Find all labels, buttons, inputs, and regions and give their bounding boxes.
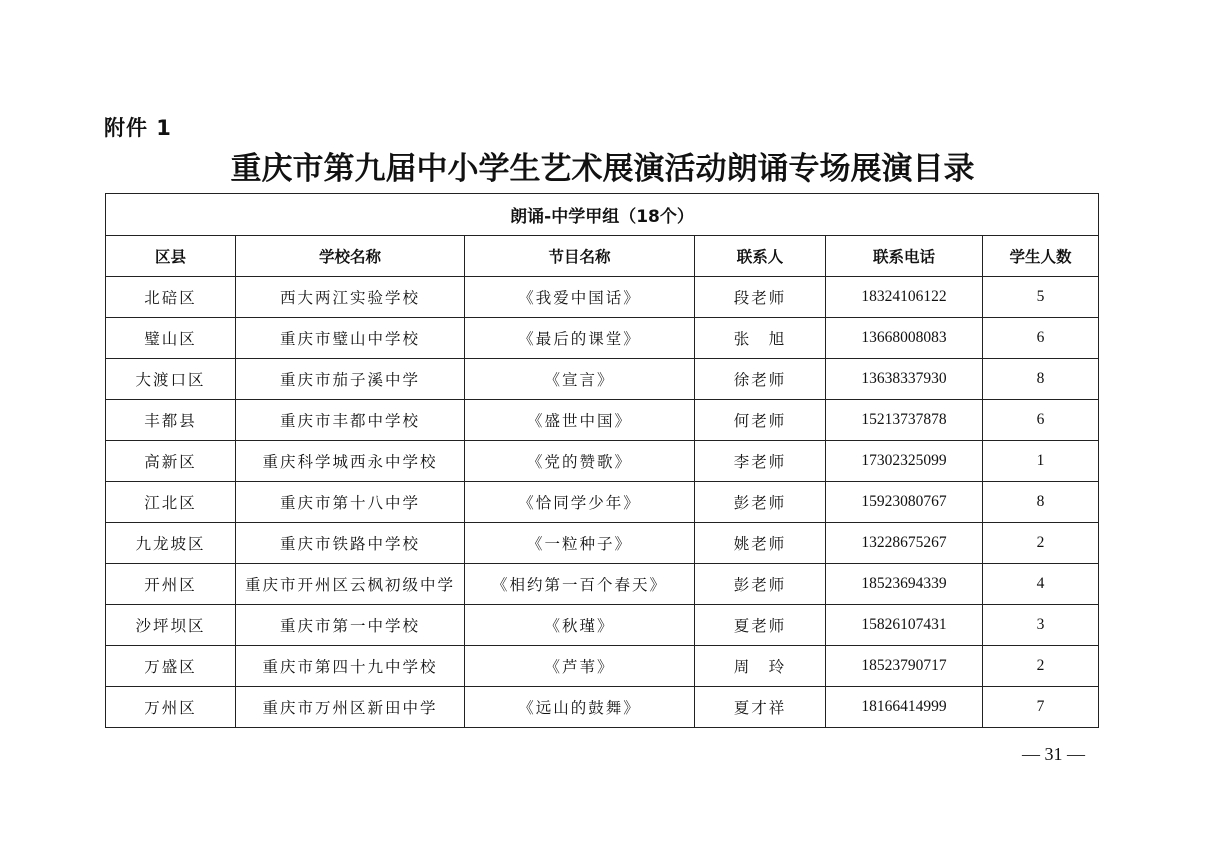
table-row xyxy=(106,277,1099,318)
contact-cell: 彭老师 xyxy=(695,482,826,523)
district-cell: 大渡口区 xyxy=(106,359,236,400)
page-number: — 31 — xyxy=(1022,744,1085,764)
program-cell: 《盛世中国》 xyxy=(465,400,695,441)
district-cell: 万盛区 xyxy=(106,646,236,687)
school-cell: 重庆市第十八中学 xyxy=(236,482,465,523)
table-row xyxy=(106,482,1099,523)
program-cell: 《一粒种子》 xyxy=(465,523,695,564)
table-row xyxy=(106,564,1099,605)
school-cell: 重庆市万州区新田中学 xyxy=(236,687,465,728)
program-cell: 《相约第一百个春天》 xyxy=(465,564,695,605)
phone-cell: 13668008083 xyxy=(826,318,983,359)
students-cell: 4 xyxy=(983,564,1099,605)
contact-cell: 夏才祥 xyxy=(695,687,826,728)
district-cell: 高新区 xyxy=(106,441,236,482)
table-row xyxy=(106,687,1099,728)
district-cell: 开州区 xyxy=(106,564,236,605)
students-cell: 8 xyxy=(983,482,1099,523)
program-cell: 《最后的课堂》 xyxy=(465,318,695,359)
program-cell: 《恰同学少年》 xyxy=(465,482,695,523)
column-header-students: 学生人数 xyxy=(983,236,1099,277)
phone-cell: 13638337930 xyxy=(826,359,983,400)
students-cell: 2 xyxy=(983,523,1099,564)
attachment-label: 附件 1 xyxy=(104,116,172,140)
school-cell: 西大两江实验学校 xyxy=(236,277,465,318)
phone-cell: 15923080767 xyxy=(826,482,983,523)
program-cell: 《芦苇》 xyxy=(465,646,695,687)
program-cell: 《远山的鼓舞》 xyxy=(465,687,695,728)
table-row xyxy=(106,646,1099,687)
students-cell: 6 xyxy=(983,400,1099,441)
school-cell: 重庆市丰都中学校 xyxy=(236,400,465,441)
school-cell: 重庆市第四十九中学校 xyxy=(236,646,465,687)
phone-cell: 15213737878 xyxy=(826,400,983,441)
students-cell: 7 xyxy=(983,687,1099,728)
table-row xyxy=(106,441,1099,482)
contact-cell: 周 玲 xyxy=(695,646,826,687)
program-cell: 《党的赞歌》 xyxy=(465,441,695,482)
phone-cell: 18523694339 xyxy=(826,564,983,605)
contact-cell: 段老师 xyxy=(695,277,826,318)
district-cell: 江北区 xyxy=(106,482,236,523)
group-title: 朗诵-中学甲组（18个） xyxy=(106,194,1099,236)
contact-cell: 彭老师 xyxy=(695,564,826,605)
column-header-program: 节目名称 xyxy=(465,236,695,277)
students-cell: 8 xyxy=(983,359,1099,400)
column-header-phone: 联系电话 xyxy=(826,236,983,277)
contact-cell: 李老师 xyxy=(695,441,826,482)
table-body xyxy=(106,194,1099,728)
district-cell: 沙坪坝区 xyxy=(106,605,236,646)
phone-cell: 13228675267 xyxy=(826,523,983,564)
students-cell: 3 xyxy=(983,605,1099,646)
district-cell: 北碚区 xyxy=(106,277,236,318)
phone-cell: 18166414999 xyxy=(826,687,983,728)
column-header-school: 学校名称 xyxy=(236,236,465,277)
table-row xyxy=(106,318,1099,359)
contact-cell: 何老师 xyxy=(695,400,826,441)
school-cell: 重庆市第一中学校 xyxy=(236,605,465,646)
district-cell: 丰都县 xyxy=(106,400,236,441)
phone-cell: 18523790717 xyxy=(826,646,983,687)
students-cell: 1 xyxy=(983,441,1099,482)
district-cell: 九龙坡区 xyxy=(106,523,236,564)
column-header-contact: 联系人 xyxy=(695,236,826,277)
district-cell: 万州区 xyxy=(106,687,236,728)
phone-cell: 18324106122 xyxy=(826,277,983,318)
students-cell: 5 xyxy=(983,277,1099,318)
contact-cell: 姚老师 xyxy=(695,523,826,564)
contact-cell: 夏老师 xyxy=(695,605,826,646)
table-row xyxy=(106,523,1099,564)
program-table xyxy=(105,193,1099,728)
program-cell: 《我爱中国话》 xyxy=(465,277,695,318)
column-header-district: 区县 xyxy=(106,236,236,277)
school-cell: 重庆市铁路中学校 xyxy=(236,523,465,564)
contact-cell: 徐老师 xyxy=(695,359,826,400)
phone-cell: 17302325099 xyxy=(826,441,983,482)
school-cell: 重庆科学城西永中学校 xyxy=(236,441,465,482)
table-row xyxy=(106,400,1099,441)
group-title-row xyxy=(106,194,1099,236)
school-cell: 重庆市开州区云枫初级中学 xyxy=(236,564,465,605)
school-cell: 重庆市茄子溪中学 xyxy=(236,359,465,400)
document-title: 重庆市第九届中小学生艺术展演活动朗诵专场展演目录 xyxy=(230,151,975,187)
header-row xyxy=(106,236,1099,277)
program-cell: 《秋瑾》 xyxy=(465,605,695,646)
students-cell: 2 xyxy=(983,646,1099,687)
students-cell: 6 xyxy=(983,318,1099,359)
table-row xyxy=(106,359,1099,400)
phone-cell: 15826107431 xyxy=(826,605,983,646)
school-cell: 重庆市璧山中学校 xyxy=(236,318,465,359)
contact-cell: 张 旭 xyxy=(695,318,826,359)
district-cell: 璧山区 xyxy=(106,318,236,359)
table-row xyxy=(106,605,1099,646)
program-cell: 《宣言》 xyxy=(465,359,695,400)
